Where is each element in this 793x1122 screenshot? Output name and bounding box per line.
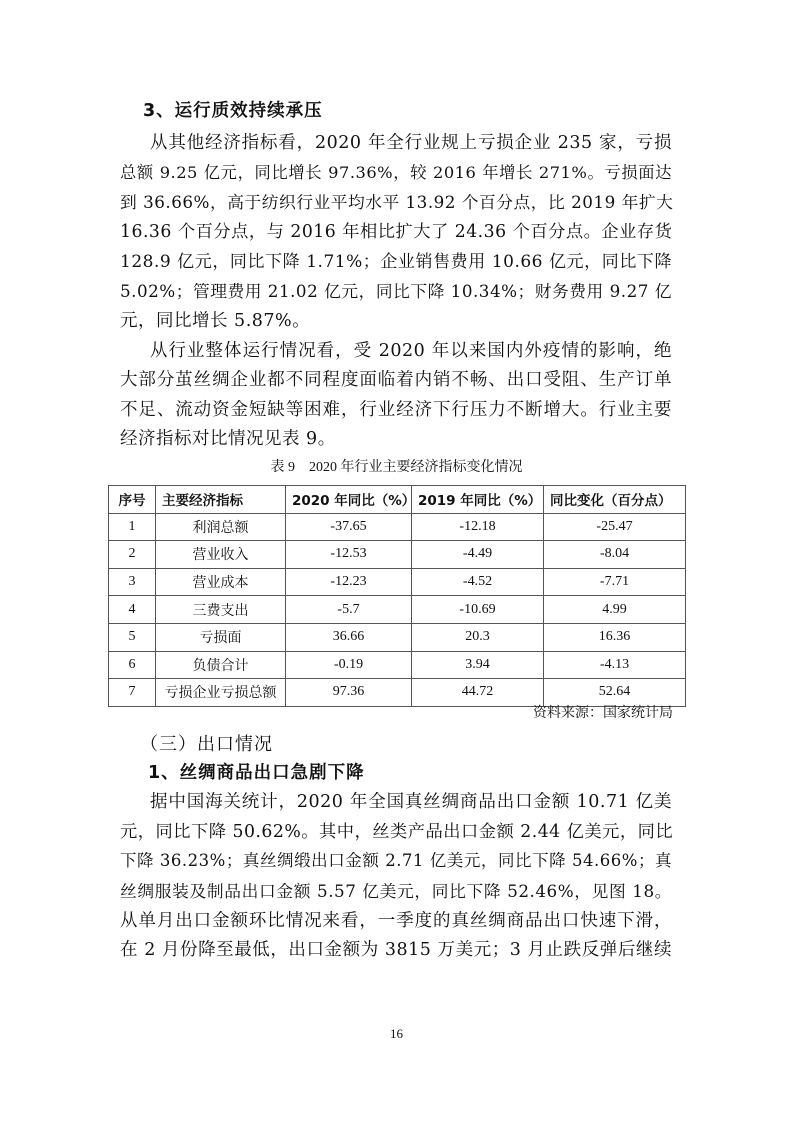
text-line: 不足、流动资金短缺等困难，行业经济下行压力不断增大。行业主要 — [120, 400, 672, 420]
cell-change: 52.64 — [544, 679, 686, 707]
section-heading-silk-export-decline: 1、丝绸商品出口急剧下降 — [148, 763, 365, 783]
cell-2019: 3.94 — [412, 651, 544, 679]
header-index: 序号 — [109, 486, 156, 514]
table-header-row — [109, 486, 686, 514]
cell-2020: 36.66 — [286, 623, 412, 651]
cell-change: -4.13 — [544, 651, 686, 679]
table-row — [109, 568, 686, 596]
cell-index: 4 — [109, 596, 156, 624]
text-line: 从其他经济指标看，2020 年全行业规上亏损企业 235 家，亏损 — [150, 133, 672, 153]
header-2020-yoy: 2020 年同比（%） — [286, 486, 412, 514]
text-line: 从单月出口金额环比情况来看，一季度的真丝绸商品出口快速下滑， — [120, 911, 672, 931]
cell-2020: -12.23 — [286, 568, 412, 596]
table-caption: 表 9 2020 年行业主要经济指标变化情况 — [270, 460, 523, 475]
cell-indicator: 营业收入 — [156, 541, 286, 569]
text-line: 下降 36.23%；真丝绸缎出口金额 2.71 亿美元，同比下降 54.66%；真 — [120, 851, 672, 870]
section-heading-operation-quality: 3、运行质效持续承压 — [143, 101, 323, 121]
cell-2019: 20.3 — [412, 623, 544, 651]
cell-index: 1 — [109, 513, 156, 541]
table-row — [109, 513, 686, 541]
cell-change: -8.04 — [544, 541, 686, 569]
text-line: 经济指标对比情况见表 9。 — [120, 429, 336, 449]
text-line: 据中国海关统计，2020 年全国真丝绸商品出口金额 10.71 亿美 — [150, 792, 672, 812]
cell-change: 16.36 — [544, 623, 686, 651]
cell-2019: -4.49 — [412, 541, 544, 569]
cell-change: 4.99 — [544, 596, 686, 624]
text-line: 在 2 月份降至最低，出口金额为 3815 万美元；3 月止跌反弹后继续 — [120, 940, 672, 960]
text-line: 总额 9.25 亿元，同比增长 97.36%，较 2016 年增长 271%。亏损面达 — [120, 163, 672, 182]
cell-2020: -12.53 — [286, 541, 412, 569]
text-line: 元，同比下降 50.62%。其中，丝类产品出口金额 2.44 亿美元，同比 — [120, 822, 674, 842]
cell-indicator: 营业成本 — [156, 568, 286, 596]
text-line: 16.36 个百分点，与 2016 年相比扩大了 24.36 个百分点。企业存货 — [120, 222, 673, 242]
header-2019-yoy: 2019 年同比（%） — [412, 486, 544, 514]
economic-indicators-table — [108, 485, 686, 707]
cell-2019: 44.72 — [412, 679, 544, 707]
cell-index: 2 — [109, 541, 156, 569]
cell-index: 7 — [109, 679, 156, 707]
cell-indicator: 亏损面 — [156, 623, 286, 651]
table-row — [109, 596, 686, 624]
cell-change: -25.47 — [544, 513, 686, 541]
table-row — [109, 541, 686, 569]
text-line: 到 36.66%，高于纺织行业平均水平 13.92 个百分点，比 2019 年扩大 — [120, 192, 674, 212]
cell-indicator: 负债合计 — [156, 651, 286, 679]
cell-2019: -12.18 — [412, 513, 544, 541]
header-indicator: 主要经济指标 — [156, 486, 286, 514]
text-line: 5.02%；管理费用 21.02 亿元，同比下降 10.34%；财务费用 9.27 亿 — [120, 281, 672, 301]
table-source-note: 资料来源：国家统计局 — [533, 705, 673, 721]
cell-change: -7.71 — [544, 568, 686, 596]
cell-2019: -10.69 — [412, 596, 544, 624]
text-line: 元，同比增长 5.87%。 — [120, 311, 311, 331]
cell-2020: -5.7 — [286, 596, 412, 624]
cell-2019: -4.52 — [412, 568, 544, 596]
cell-indicator: 亏损企业亏损总额 — [156, 679, 286, 707]
cell-2020: -37.65 — [286, 513, 412, 541]
table-row — [109, 623, 686, 651]
text-line: 丝绸服装及制品出口金额 5.57 亿美元，同比下降 52.46%，见图 18。 — [120, 881, 672, 901]
cell-index: 5 — [109, 623, 156, 651]
page-number: 16 — [390, 1026, 403, 1041]
text-line: 从行业整体运行情况看，受 2020 年以来国内外疫情的影响，绝 — [150, 341, 672, 361]
section-heading-export: （三）出口情况 — [140, 734, 273, 755]
cell-index: 3 — [109, 568, 156, 596]
cell-index: 6 — [109, 651, 156, 679]
cell-2020: -0.19 — [286, 651, 412, 679]
header-change: 同比变化（百分点） — [544, 486, 686, 514]
text-line: 大部分茧丝绸企业都不同程度面临着内销不畅、出口受阻、生产订单 — [120, 370, 672, 390]
table-row — [109, 651, 686, 679]
text-line: 128.9 亿元，同比下降 1.71%；企业销售费用 10.66 亿元，同比下降 — [120, 252, 672, 272]
cell-indicator: 三费支出 — [156, 596, 286, 624]
cell-2020: 97.36 — [286, 679, 412, 707]
cell-indicator: 利润总额 — [156, 513, 286, 541]
